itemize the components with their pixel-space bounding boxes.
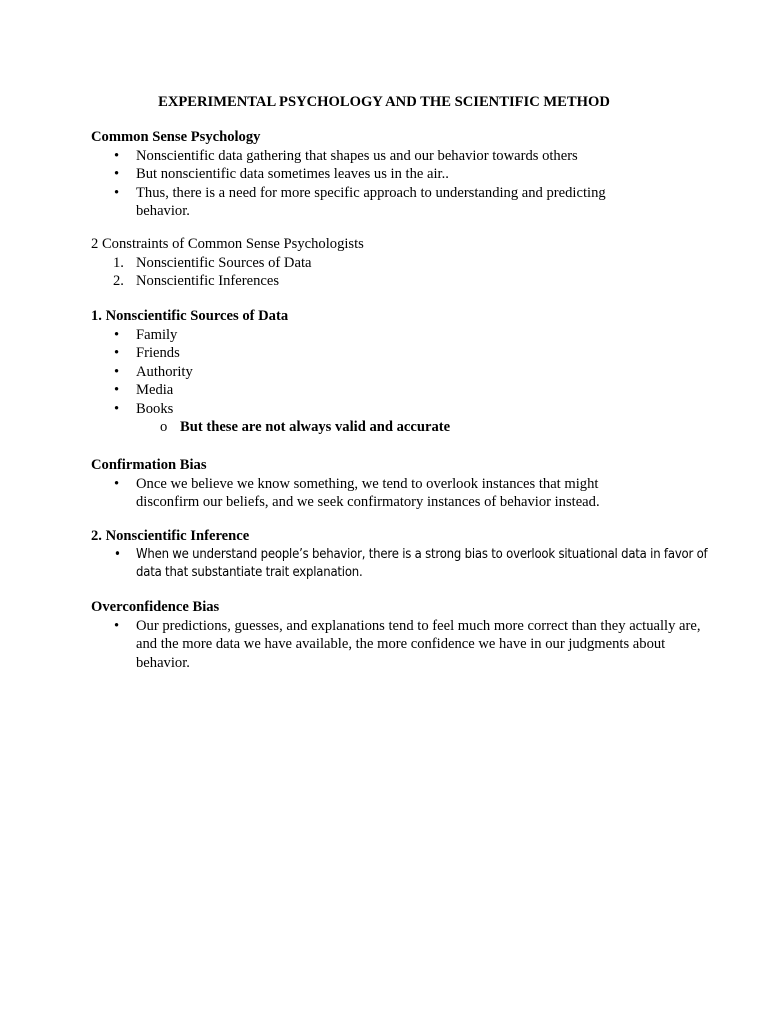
section-constraints	[91, 235, 691, 291]
list-item	[91, 400, 691, 419]
list-item-text: Nonscientific Sources of Data	[136, 254, 312, 271]
list-item-text: Friends	[136, 345, 180, 361]
numbered-item	[91, 272, 691, 291]
list-item-text: Books	[136, 400, 174, 417]
numbered-item	[91, 254, 691, 273]
list-item	[91, 165, 646, 184]
section-heading: 1. Nonscientific Sources of Data	[91, 308, 289, 324]
section-sources	[91, 307, 691, 437]
list-item-text: Family	[136, 326, 178, 343]
bullet-marker: •	[114, 345, 120, 361]
list-item	[91, 147, 646, 166]
section-heading: Common Sense Psychology	[91, 129, 261, 145]
list-item-text: Our predictions, guesses, and explanations tend to feel much more correct than they actually are, and the more data we have available, the more confidence we have in our judgments about behavior.	[136, 617, 701, 671]
list-item-text: Once we believe we know something, we tend to overlook instances that might disconfirm our beliefs, and we seek confirmatory instances of behavior instead.	[136, 475, 600, 510]
bullet-marker: •	[114, 184, 120, 201]
list-item-text: Thus, there is a need for more specific approach to understanding and predicting behavior.	[136, 184, 606, 219]
list-item	[91, 326, 691, 345]
number-marker: 1.	[113, 254, 124, 271]
sub-bullet-marker: o	[160, 419, 168, 435]
list-item-text: When we understand people’s behavior, there is a strong bias to overlook situational data in favor of data that substantiate trait explanation.	[136, 546, 708, 580]
list-item-text: Media	[136, 382, 174, 398]
bullet-marker: •	[114, 475, 120, 492]
list-item	[91, 546, 726, 583]
sub-list-item	[91, 418, 691, 437]
bullet-marker: •	[114, 546, 121, 562]
section-heading: Confirmation Bias	[91, 457, 207, 473]
list-item-text: But these are not always valid and accurate	[180, 419, 451, 435]
bullet-marker: •	[114, 326, 120, 343]
list-item	[91, 617, 706, 673]
bullet-marker: •	[114, 166, 120, 182]
list-item-text: Authority	[136, 363, 193, 380]
section-confirmation-bias	[91, 456, 691, 512]
bullet-marker: •	[114, 147, 120, 164]
bullet-marker: •	[114, 363, 120, 380]
list-item	[91, 381, 691, 400]
list-item	[91, 475, 656, 512]
list-item-text: Nonscientific Inferences	[136, 273, 280, 289]
section-heading: Overconfidence Bias	[91, 599, 220, 615]
list-item	[91, 184, 636, 221]
section-common-sense	[91, 128, 691, 221]
list-item-text: Nonscientific data gathering that shapes us and our behavior towards others	[136, 147, 578, 164]
section-nonscientific-inference	[91, 527, 708, 583]
list-item-text: But nonscientific data sometimes leaves us in the air..	[136, 166, 449, 182]
number-marker: 2.	[113, 273, 124, 289]
document-title: EXPERIMENTAL PSYCHOLOGY AND THE SCIENTIFIC METHOD	[158, 94, 610, 110]
section-intro: 2 Constraints of Common Sense Psychologists	[91, 236, 364, 252]
list-item	[91, 344, 691, 363]
bullet-marker: •	[114, 617, 120, 634]
bullet-marker: •	[114, 382, 120, 398]
section-heading: 2. Nonscientific Inference	[91, 528, 250, 544]
list-item	[91, 363, 691, 382]
bullet-marker: •	[114, 400, 120, 417]
section-overconfidence-bias	[91, 598, 701, 672]
